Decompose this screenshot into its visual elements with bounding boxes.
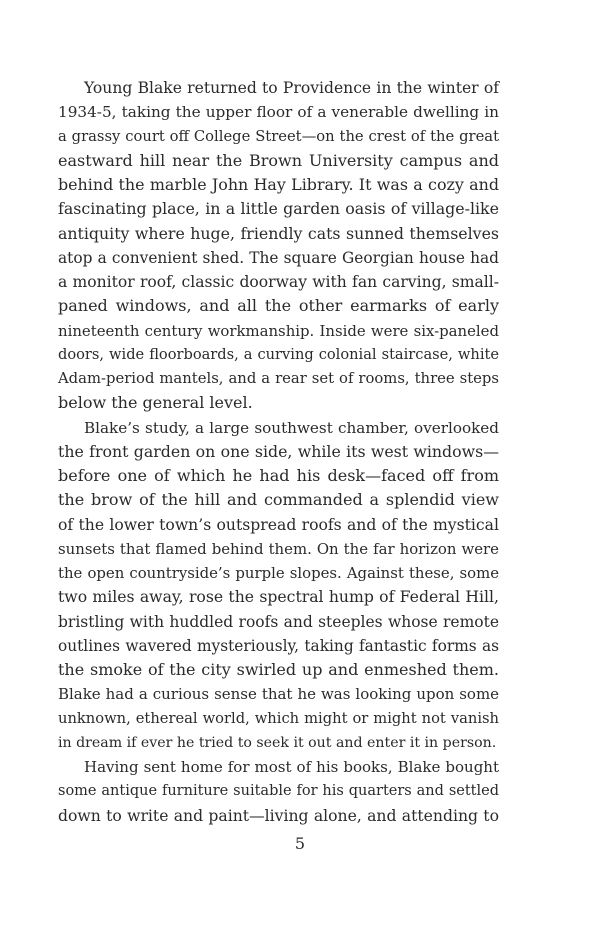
text-line: doors, wide floorboards, a curving colonial staircase, white xyxy=(58,345,499,363)
text-line: of the lower town’s outspread roofs and of the mystical xyxy=(58,514,499,534)
text-line: bristling with huddled roofs and steeples whose remote xyxy=(58,612,499,631)
text-line: the smoke of the city swirled up and enmeshed them. xyxy=(58,660,499,679)
page-number: 5 xyxy=(294,834,306,853)
body-text xyxy=(58,76,499,828)
text-line: the brow of the hill and commanded a splendid view xyxy=(58,490,499,510)
text-line: outlines wavered mysteriously, taking fantastic forms as xyxy=(58,636,499,655)
text-line: Having sent home for most of his books, Blake bought xyxy=(84,758,499,776)
text-line: antiquity where huge, friendly cats sunned themselves xyxy=(58,223,499,243)
text-line: Young Blake returned to Providence in the winter of xyxy=(84,79,499,97)
text-line: down to write and paint—living alone, and attending to xyxy=(58,805,499,825)
text-line: a monitor roof, classic doorway with fan carving, small- xyxy=(58,273,499,291)
paragraph-1 xyxy=(58,76,499,416)
text-line: fascinating place, in a little garden oasis of village-like xyxy=(58,199,499,219)
text-line: a grassy court off College Street—on the crest of the great xyxy=(58,127,499,145)
paragraph-2 xyxy=(58,416,499,756)
text-line: two miles away, rose the spectral hump of Federal Hill, xyxy=(58,587,499,607)
text-line: unknown, ethereal world, which might or might not vanish xyxy=(58,709,499,727)
text-line: behind the marble John Hay Library. It was a cozy and xyxy=(58,175,499,194)
text-line: paned windows, and all the other earmarks of early xyxy=(58,296,499,316)
text-line: the open countryside’s purple slopes. Against these, some xyxy=(58,564,499,582)
text-line: sunsets that flamed behind them. On the far horizon were xyxy=(58,539,499,558)
text-line: Blake had a curious sense that he was looking upon some xyxy=(58,685,499,704)
text-line: eastward hill near the Brown University campus and xyxy=(58,150,499,170)
text-line: some antique furniture suitable for his quarters and settled xyxy=(58,783,499,800)
text-line: Blake’s study, a large southwest chamber, overlooked xyxy=(84,418,499,437)
paragraph-3 xyxy=(58,755,499,828)
text-line: nineteenth century workmanship. Inside were six-paneled xyxy=(58,321,499,340)
text-line: below the general level. xyxy=(58,393,253,413)
text-line: in dream if ever he tried to seek it out and enter it in person. xyxy=(58,734,497,751)
text-line: 1934-5, taking the upper floor of a venerable dwelling in xyxy=(58,103,499,122)
text-line: the front garden on one side, while its west windows— xyxy=(58,441,499,461)
text-line: Adam-period mantels, and a rear set of rooms, three steps xyxy=(58,370,499,387)
text-line: atop a convenient shed. The square Georgian house had xyxy=(58,248,499,267)
text-line: before one of which he had his desk—faced off from xyxy=(58,466,499,485)
